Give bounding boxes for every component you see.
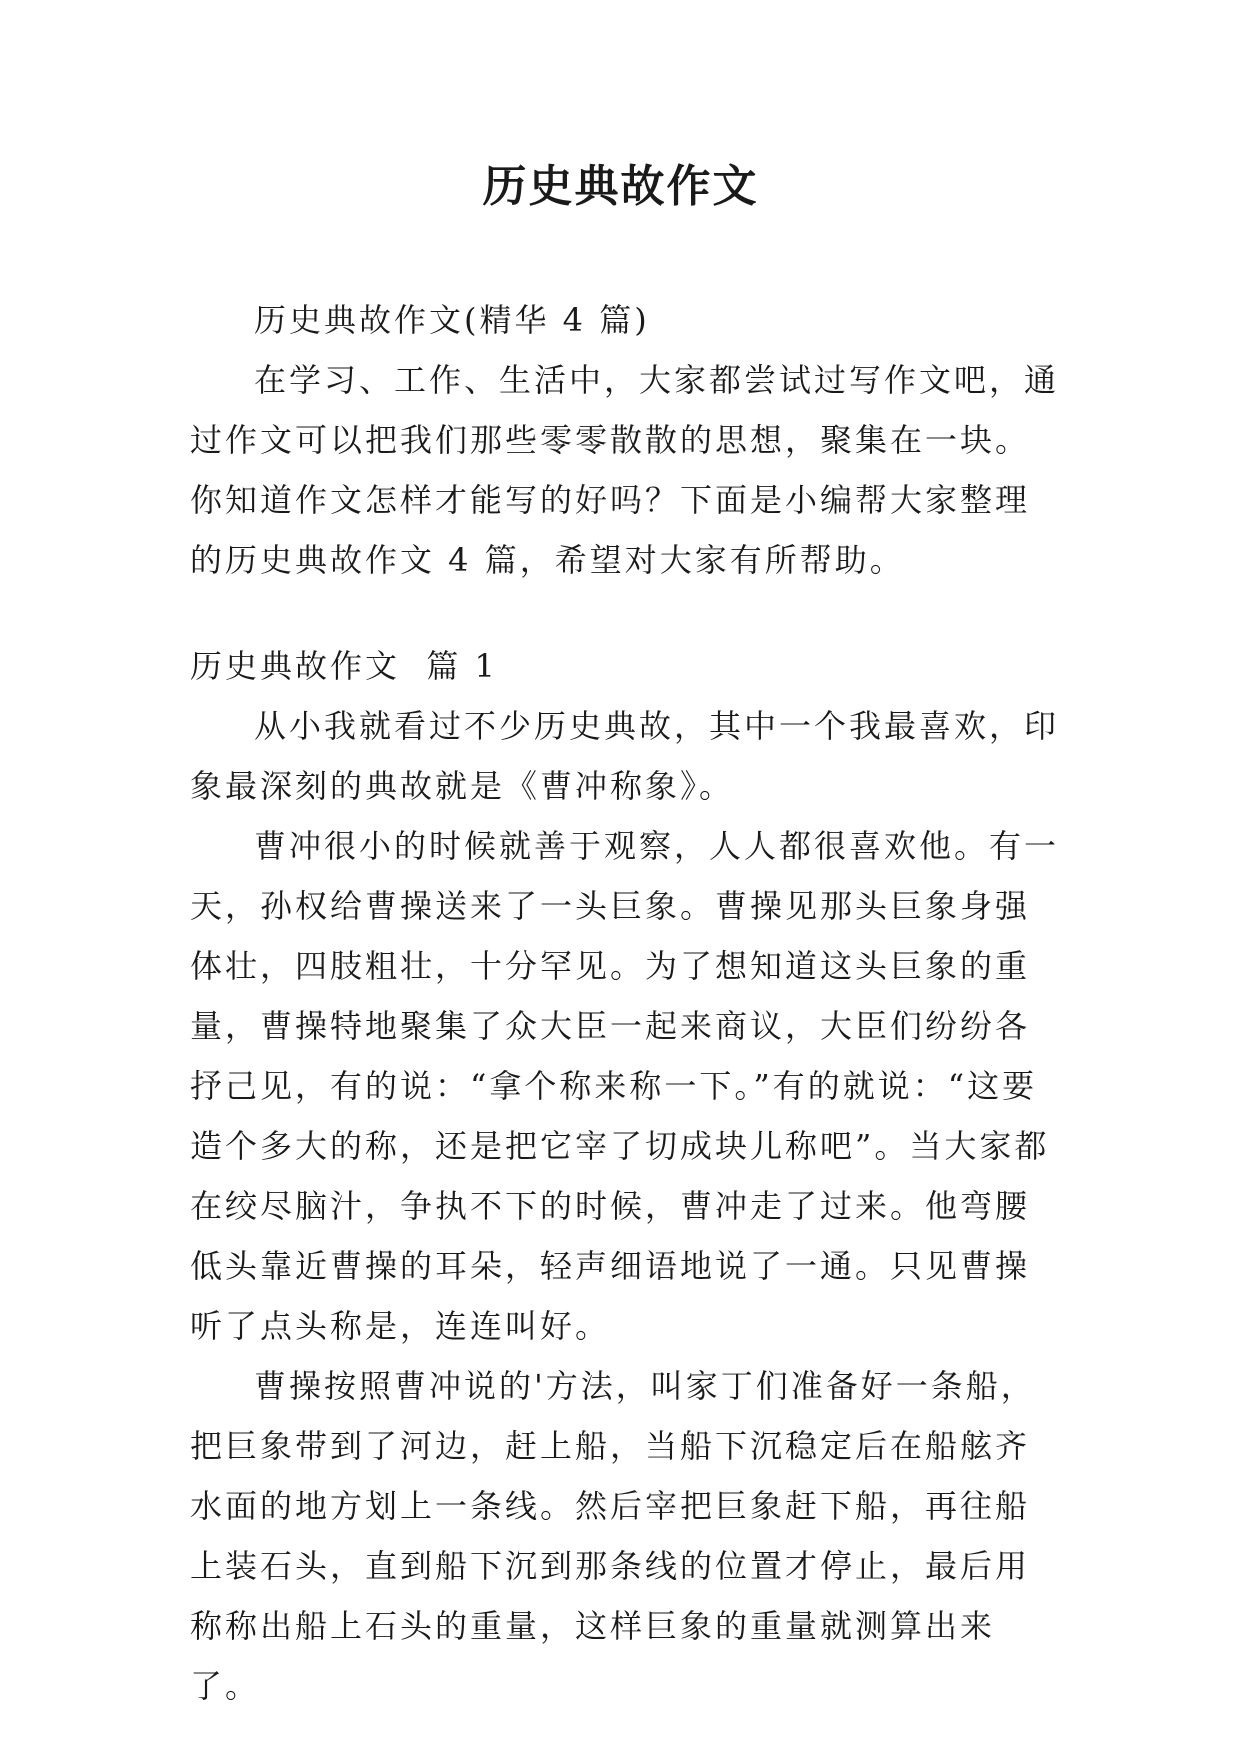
section-block bbox=[190, 636, 1060, 1716]
intro-block bbox=[190, 290, 1060, 590]
document-subtitle: 历史典故作文(精华 4 篇) bbox=[254, 301, 650, 339]
body-paragraph: 曹冲很小的时候就善于观察，人人都很喜欢他。有一天，孙权给曹操送来了一头巨象。曹操见那头巨象身强体壮，四肢粗壮，十分罕见。为了想知道这头巨象的重量，曹操特地聚集了众大臣一起来商议，大臣们纷纷各抒己见，有的说：“拿个称来称一下。”有的就说：“这要造个多大的称，还是把它宰了切成块儿称吧”。当大家都在绞尽脑汁，争执不下的时候，曹冲走了过来。他弯腰低头靠近曹操的耳朵，轻声细语地说了一通。只见曹操听了点头称是，连连叫好。 bbox=[190, 827, 1060, 1345]
intro-paragraph: 在学习、工作、生活中，大家都尝试过写作文吧，通过作文可以把我们那些零零散散的思想，聚集在一块。你知道作文怎样才能写的好吗？下面是小编帮大家整理的历史典故作文 4 篇，希望对大家有所帮助。 bbox=[190, 361, 1060, 579]
body-paragraph: 曹操按照曹冲说的'方法，叫家丁们准备好一条船，把巨象带到了河边，赶上船，当船下沉稳定后在船舷齐水面的地方划上一条线。然后宰把巨象赶下船，再往船上装石头，直到船下沉到那条线的位置才停止，最后用称称出船上石头的重量，这样巨象的重量就测算出来了。 bbox=[190, 1367, 1036, 1705]
body-paragraph: 从小我就看过不少历史典故，其中一个我最喜欢，印象最深刻的典故就是《曹冲称象》。 bbox=[190, 707, 1060, 805]
document-title: 历史典故作文 bbox=[482, 161, 759, 212]
section-heading: 历史典故作文 篇 1 bbox=[190, 647, 498, 685]
